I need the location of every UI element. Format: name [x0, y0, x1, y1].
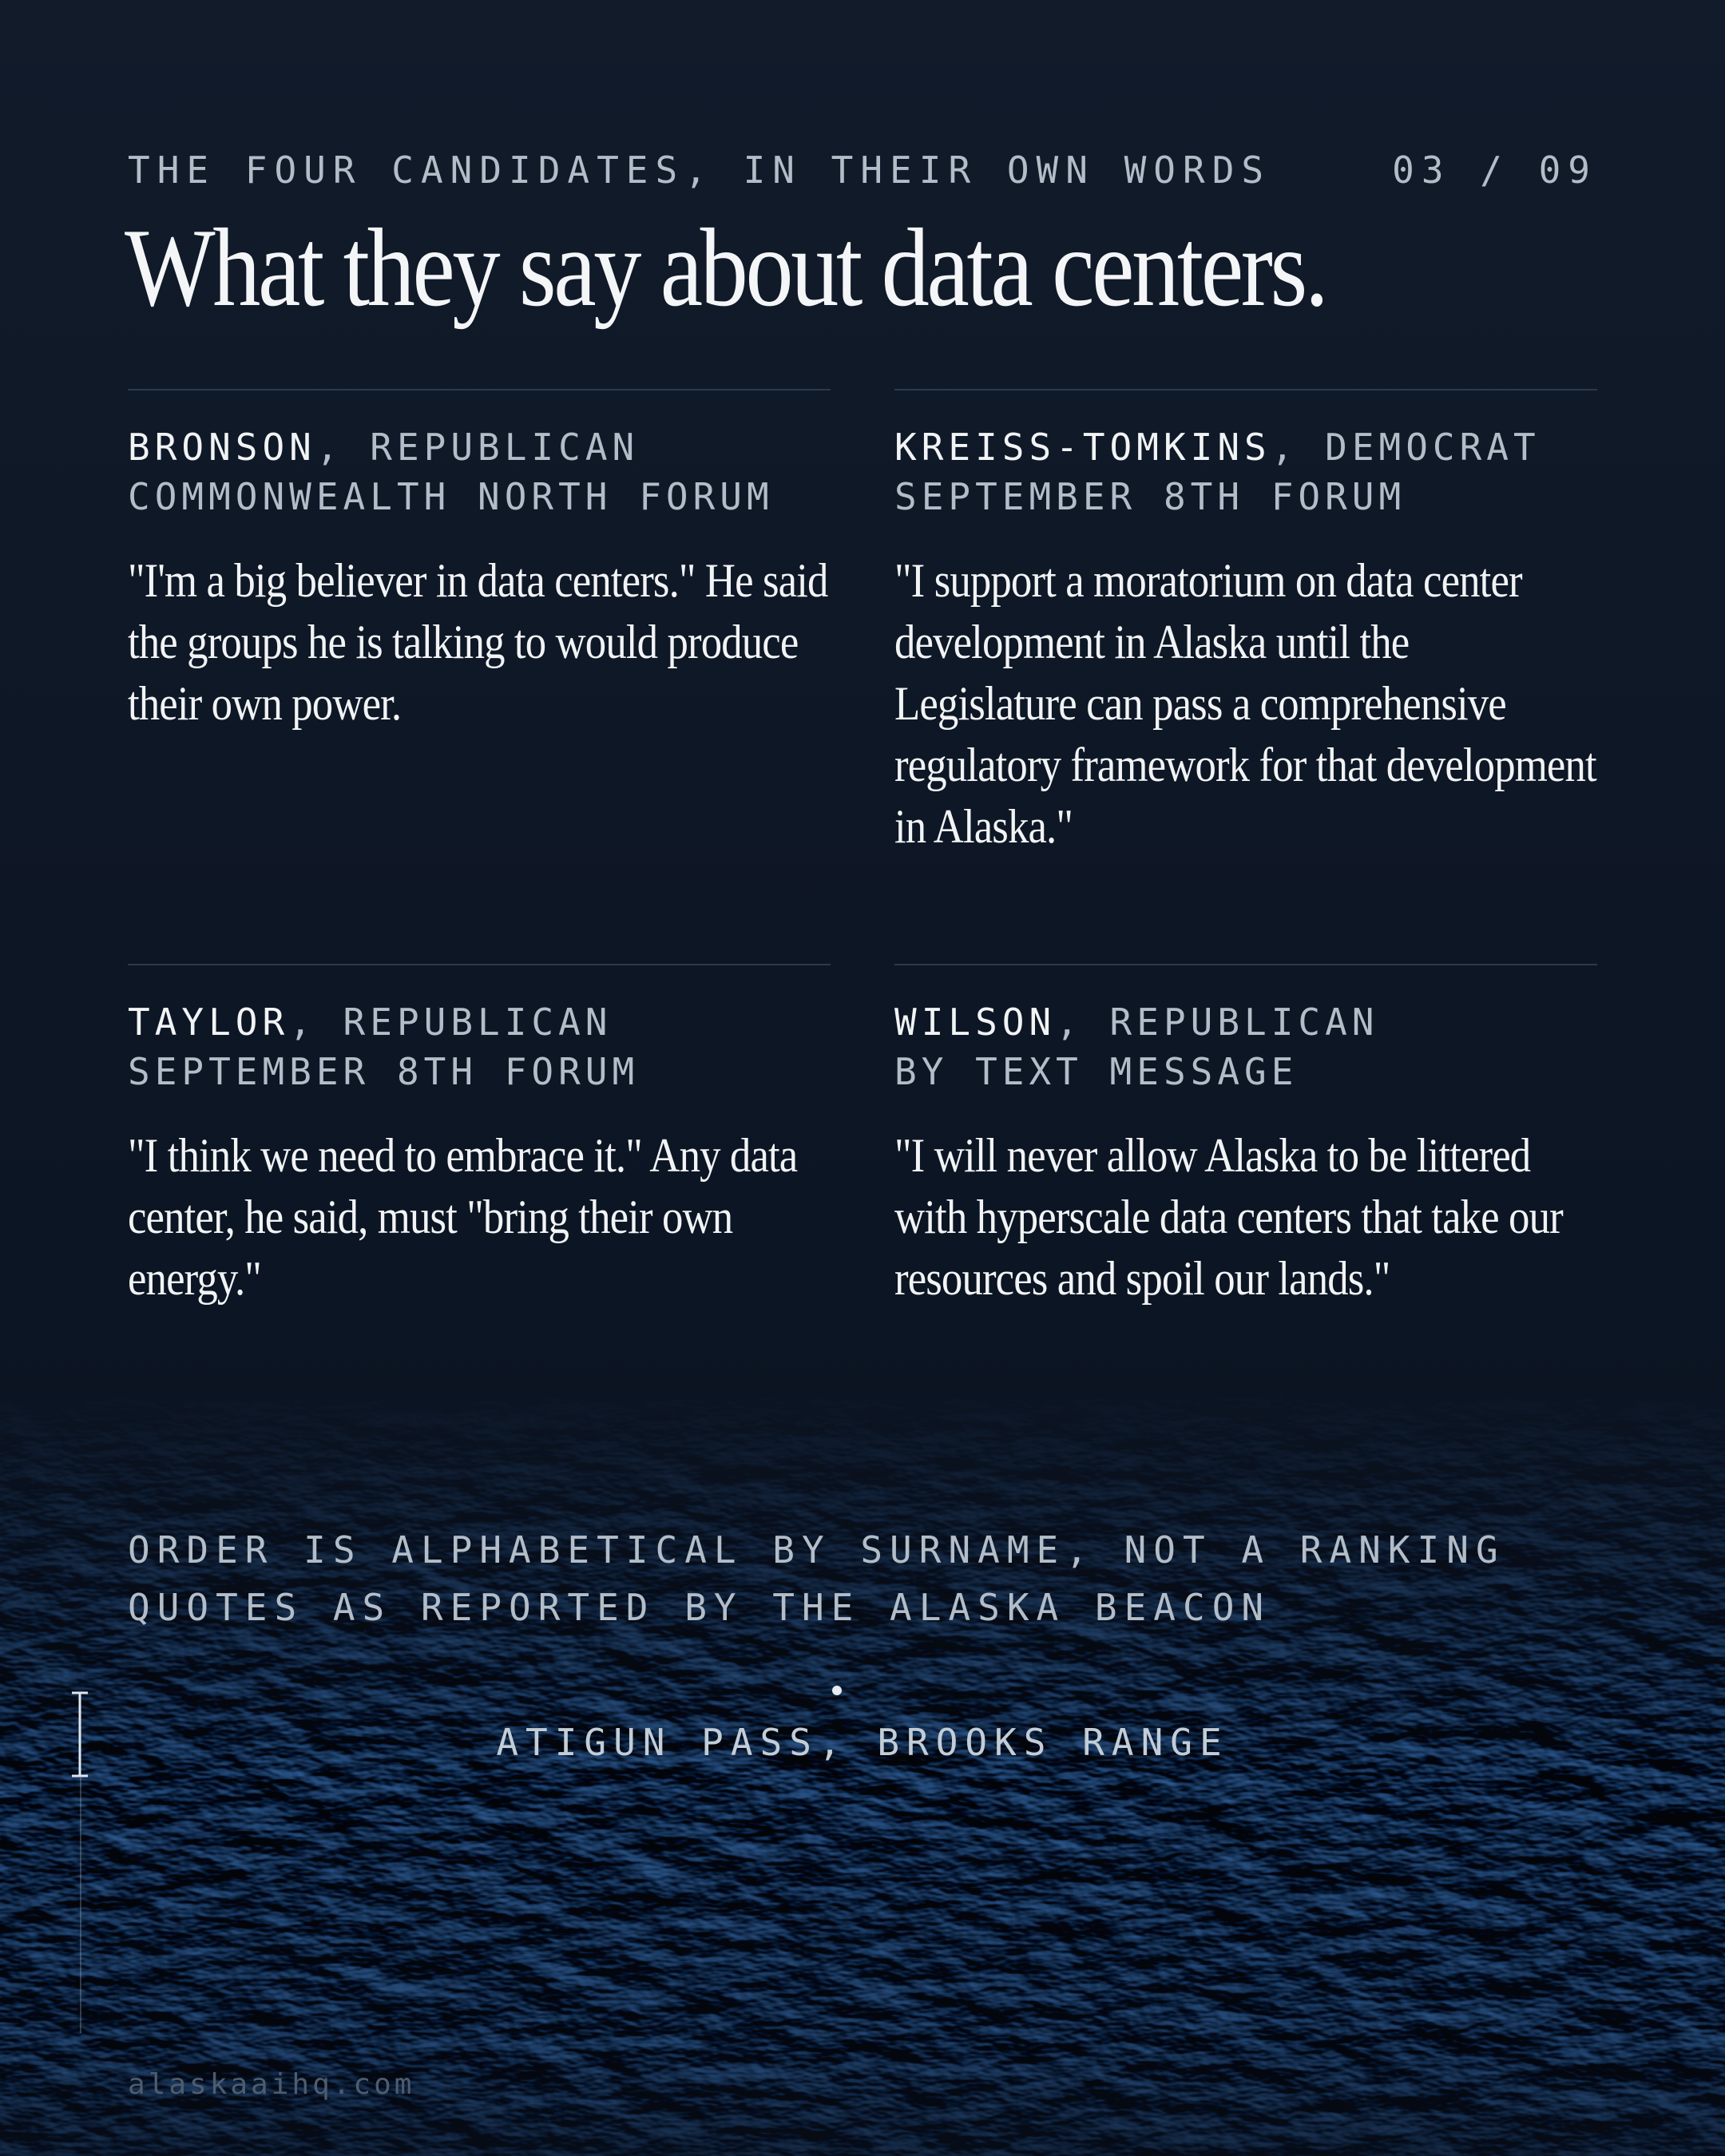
quote-source: BY TEXT MESSAGE [894, 1050, 1299, 1093]
candidate-header [128, 997, 831, 1096]
candidate-name: KREISS-TOMKINS [894, 426, 1271, 469]
candidate-card-taylor [128, 964, 831, 1310]
terrain-background [0, 1389, 1725, 2156]
candidate-header [894, 997, 1597, 1096]
candidate-card-kreiss-tomkins [894, 389, 1597, 858]
footnote-order: ORDER IS ALPHABETICAL BY SURNAME, NOT A RANKING [128, 1528, 1505, 1571]
page-number: 03 / 09 [1392, 149, 1597, 192]
candidate-name-line [894, 997, 1597, 1047]
candidate-party: , REPUBLICAN [289, 1001, 613, 1044]
candidate-name: WILSON [894, 1001, 1057, 1044]
candidate-party: , REPUBLICAN [315, 426, 640, 469]
candidate-name: BRONSON [128, 426, 316, 469]
location-marker-dot [832, 1686, 842, 1695]
candidate-quote: "I think we need to embrace it." Any data center, he said, must "bring their own energy." [128, 1129, 798, 1305]
footnotes [128, 1521, 1505, 1636]
footnote-source: QUOTES AS REPORTED BY THE ALASKA BEACON [128, 1586, 1271, 1629]
scale-bar-guide [80, 1778, 81, 2033]
candidate-card-wilson [894, 964, 1597, 1310]
candidate-name: TAYLOR [128, 1001, 290, 1044]
quote-source: COMMONWEALTH NORTH FORUM [128, 475, 774, 518]
section-kicker: THE FOUR CANDIDATES, IN THEIR OWN WORDS [128, 149, 1271, 192]
candidate-name-line [128, 422, 831, 472]
quote-source: SEPTEMBER 8TH FORUM [128, 1050, 640, 1093]
candidate-quote: "I will never allow Alaska to be littered with hyperscale data centers that take our resources and spoil our lands." [894, 1129, 1563, 1305]
page-title: What they say about data centers. [125, 206, 1326, 330]
candidate-quote: "I support a moratorium on data center development in Alaska until the Legislature can pass a comprehensive regulatory framework for that development in Alaska." [894, 554, 1596, 853]
candidate-name-line [128, 997, 831, 1047]
candidate-header [894, 422, 1597, 521]
candidate-party: , DEMOCRAT [1271, 426, 1541, 469]
candidate-header [128, 422, 831, 521]
quote-source: SEPTEMBER 8TH FORUM [894, 475, 1406, 518]
candidate-quote: "I'm a big believer in data centers." He said the groups he is talking to would produce their own power. [128, 554, 828, 730]
site-url: alaskaaihq.com [128, 2068, 415, 2101]
location-caption: ATIGUN PASS, BROOKS RANGE [496, 1721, 1229, 1764]
candidate-card-bronson [128, 389, 831, 735]
scale-bar-icon [70, 1691, 89, 1778]
candidate-party: , REPUBLICAN [1056, 1001, 1379, 1044]
candidate-name-line [894, 422, 1597, 472]
